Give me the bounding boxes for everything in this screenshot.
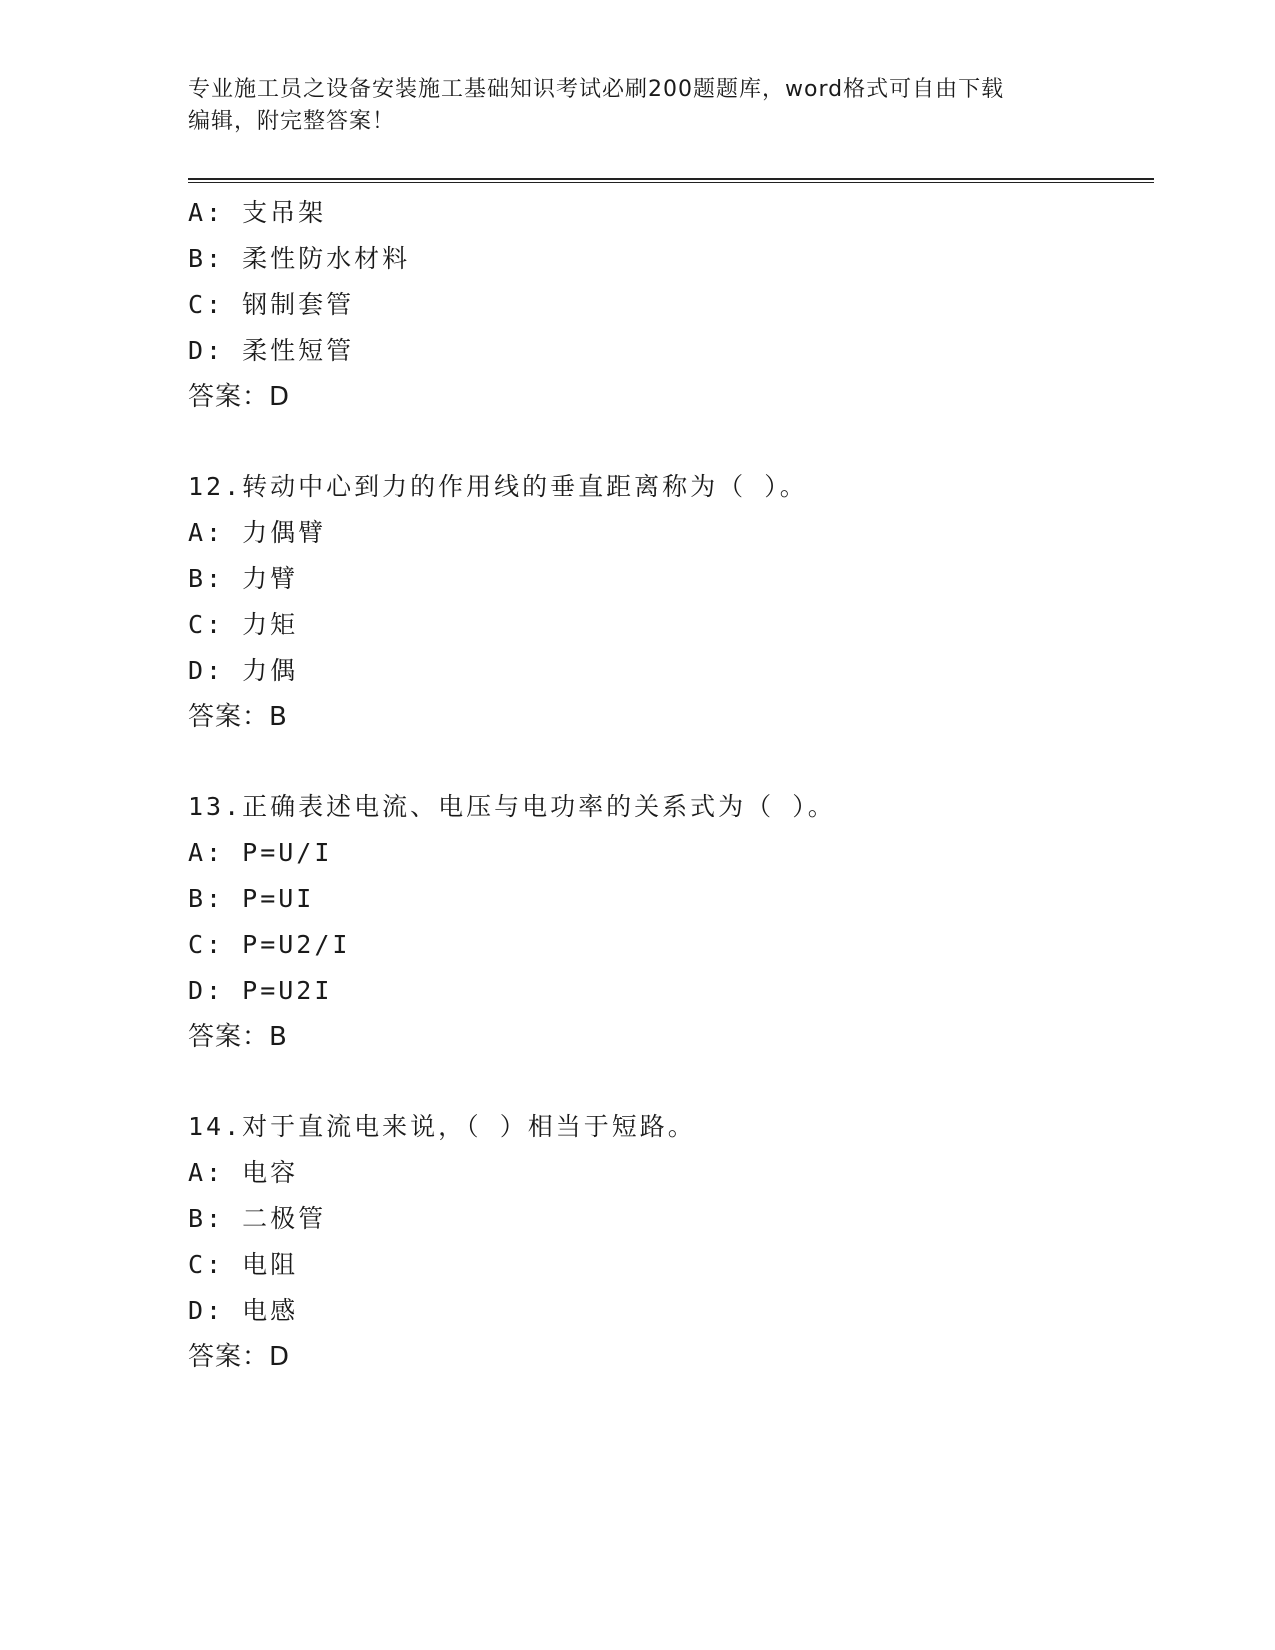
option-c: C: 钢制套管 xyxy=(188,290,355,319)
question-text: 13.正确表述电流、电压与电功率的关系式为（ ）。 xyxy=(188,792,836,821)
option-c: C: 力矩 xyxy=(188,610,299,639)
answer: 答案：B xyxy=(188,1022,288,1052)
option-d: D: P=U2I xyxy=(188,976,333,1005)
option-b: B: 柔性防水材料 xyxy=(188,244,411,273)
question-13 xyxy=(188,784,1148,1060)
question-11 xyxy=(188,190,1148,420)
header-divider xyxy=(188,178,1154,183)
option-a: A: 力偶臂 xyxy=(188,518,327,547)
option-c: C: P=U2/I xyxy=(188,930,351,959)
question-list xyxy=(188,190,1148,1380)
document-header xyxy=(188,74,1088,138)
option-d: D: 柔性短管 xyxy=(188,336,355,365)
answer: 答案：B xyxy=(188,702,288,732)
option-d: D: 力偶 xyxy=(188,656,299,685)
answer: 答案：D xyxy=(188,382,291,412)
option-a: A: P=U/I xyxy=(188,838,333,867)
option-b: B: P=UI xyxy=(188,884,315,913)
option-d: D: 电感 xyxy=(188,1296,299,1325)
option-a: A: 支吊架 xyxy=(188,198,327,227)
question-12 xyxy=(188,464,1148,740)
question-14 xyxy=(188,1104,1148,1380)
header-title-line-2: 编辑，附完整答案！ xyxy=(188,109,396,134)
question-text: 14.对于直流电来说，（ ）相当于短路。 xyxy=(188,1112,696,1141)
option-a: A: 电容 xyxy=(188,1158,299,1187)
header-title-line-1: 专业施工员之设备安装施工基础知识考试必刷200题题库，word格式可自由下载 xyxy=(188,77,1005,102)
question-text: 12.转动中心到力的作用线的垂直距离称为（ ）。 xyxy=(188,472,808,501)
option-b: B: 力臂 xyxy=(188,564,299,593)
option-b: B: 二极管 xyxy=(188,1204,327,1233)
option-c: C: 电阻 xyxy=(188,1250,299,1279)
answer: 答案：D xyxy=(188,1342,291,1372)
